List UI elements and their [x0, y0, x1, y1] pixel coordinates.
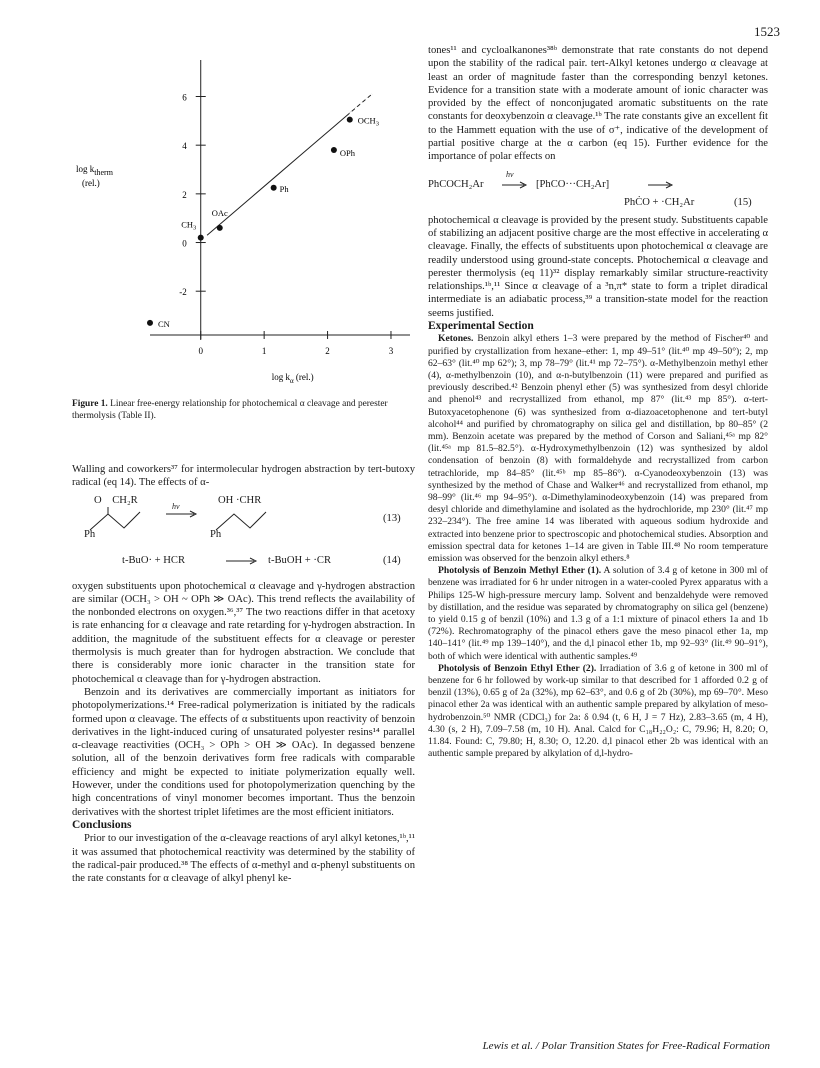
right-column [428, 44, 768, 760]
x-tick-label: 3 [388, 346, 394, 356]
y-tick-label: 4 [182, 141, 187, 152]
data-point-och3 [347, 117, 353, 123]
x-tick-label: 0 [198, 346, 203, 356]
running-footer: Lewis et al. / Polar Transition States for Free-Radical Formation [482, 1040, 770, 1052]
equation-15: PhCOCH₂Ar hν [PhCO···CH₂Ar] PhĊO + ·CH₂Ar (15) [428, 169, 752, 208]
ketones-paragraph [428, 333, 768, 565]
x-tick-label: 2 [325, 346, 330, 356]
data-label-ch3: $CH_3$ [181, 219, 197, 232]
left-para-1: Walling and coworkers³⁷ for intermolecular hydrogen abstraction by tert-butoxy radical (eq 14). The effects of α- [72, 464, 415, 489]
photolysis-2-runin: Photolysis of Benzoin Ethyl Ether (2). [438, 662, 597, 674]
caption-text: Linear free-energy relationship for photochemical α cleavage and perester thermolysis (Table II). [72, 399, 388, 421]
data-point-cn [147, 320, 153, 326]
eq13-reactant-structure [86, 506, 156, 532]
experimental-section [428, 333, 768, 760]
eq15-arrow-2 [646, 181, 676, 189]
chart-axes [76, 60, 410, 385]
eq15-mid: [PhCO···CH₂Ar] [536, 178, 610, 190]
eq13-arrow [164, 510, 200, 518]
data-point-oph [331, 147, 337, 153]
eq14-arrow [224, 557, 260, 565]
figure-caption [72, 399, 415, 423]
photolysis-1-runin: Photolysis of Benzoin Methyl Ether (1). [438, 565, 602, 577]
figure-1-chart [70, 50, 415, 395]
eq15-right: PhĊO + ·CH₂Ar [624, 196, 695, 208]
data-label-och3: $OCH_3$ [357, 115, 379, 128]
eq14-number: (14) [383, 554, 401, 566]
left-column [72, 463, 415, 885]
y-tick-label: 0 [182, 238, 187, 249]
photolysis-1-text: A solution of 3.4 g of ketone in 300 ml of benzene was irradiated for 6 hr under nitrogen in a water-cooled Pyrex apparatus with a Philips 125-W high-pressure mercury lamp. Solvent and benzaldehyde were removed by distillation, and the residue was separated by chromatography on silica gel (benzene) to yield 0.15 g of benzil (10%) and 1.3 g of a 1:1 mixture of pinacol ethers 1a and 1b (72%). Rechromatography of the pinacol ethers gave the meso pinacol ether 1a, mp 140–141° (lit.⁴⁹ mp 139–140°), and the d,l pinacol ether 1b, mp 92–93° (lit.⁴⁹ 90–91°), both of which were identical with authentic samples.⁴⁹ [428, 565, 768, 662]
photolysis-2-text: Irradiation of 3.6 g of ketone in 300 ml of benzene for 6 hr followed by work-up similar to that described for 1 afforded 0.2 g of benzil (13%), 0.65 g of 2a (32%), mp 62–63°, and 0.6 g of 2b (30%), mp 69–70°. Meso pinacol ether 2a was identical with an authentic sample prepared by alkylation of meso-hydrobenzoin.⁵⁰ NMR (CDCl₃) for 2a: δ 0.94 (t, 6 H, J = 7 Hz), 2.83–3.65 (m, 4 H), 4.30 (s, 2 H), 7.09–7.58 (m, 10 H). Anal. Calcd for C₁₈H₂₂O₂: C, 79.96; H, 8.20; O, 11.84. Found: C, 79.80; H, 8.30; O, 12.20. d,l pinacol ether 2b was identical with an authentic sample prepared by alkylation of d,l-hydro- [428, 662, 768, 760]
left-para-3: Benzoin and its derivatives are commercially important as initiators for photopolymerizations.¹⁴ Free-radical polymerization is initiated by the radicals formed upon α cleavage. The effects of α substituents upon reactivity of benzoin derivatives in the light-induced curing of unsaturated polyester resins¹⁴ parallel α-cleavage reactivities (OCH₃ > OPh > OH ≫ OAc). In degassed benzene solution, all of the benzoin derivatives form free radicals with comparable efficiency and might be expected to initiate polymerization equally well. However, under the conditions used for photopolymerization quenching by the high concentrations of vinyl monomer becomes important. Thus the benzoin derivatives with the shortest triplet lifetimes are the most efficient initiators. [72, 686, 415, 818]
x-axis-label: $\log k_\alpha$ (rel.) [271, 372, 314, 385]
right-para-1: tones¹¹ and cycloalkanones³⁸ᵇ demonstrate that rate constants do not depend upon the stability of the radical pair. tert-Alkyl ketones undergo α cleavage at least an order of magnitude faster than the corresponding benzyl ketones. Evidence for a transition state with a moderate amount of ionic character was provided by the effect of nonconjugated aromatic substituents on the rate constants for deoxybenzoin α cleavage.¹ᵇ The rate constants give an excellent fit to the Hammett equation with the use of σ⁺, indicative of the development of partial positive charge at the α carbon (eq 15). Further evidence for the importance of polar effects on [428, 45, 768, 163]
eq14-right: t-BuOH + ·CR [268, 554, 332, 566]
equation-14 [72, 544, 415, 574]
photolysis-2-paragraph [428, 663, 768, 761]
data-label-oph: OPh [339, 148, 356, 159]
left-para-4: Prior to our investigation of the α-cleavage reactions of aryl alkyl ketones,¹ᵇ,¹¹ it was assumed that photochemical reactivity was determined by the stability of the radical-pair produced.³⁸ The effects of α-methyl and α-phenyl substituents on the rate constants for α cleavage of alkyl phenyl ke- [72, 833, 415, 885]
eq15-arrow-1 [500, 181, 530, 189]
eq15-left: PhCOCH₂Ar [428, 178, 484, 190]
eq13-product-structure [212, 506, 282, 532]
eq15-number: (15) [734, 196, 752, 208]
fit-line [207, 94, 372, 235]
photolysis-1-paragraph [428, 565, 768, 663]
ketones-text: Benzoin alkyl ethers 1–3 were prepared by the method of Fischer⁴⁰ and purified by crystallization from hexane–ether: 1, mp 49–51° (lit.⁴⁰ mp 49–50°); 2, mp 62–63° (lit.⁴⁰ mp 62°); 3, mp 78–79° (lit.⁴¹ mp 72–75°). α-Methylbenzoin methyl ether (4), α-methylbenzoin (10), and α-n-butylbenzoin (11) were prepared and purified as previously described.⁴² Benzoin phenyl ether (5) was synthesized from desyl chloride and phenol⁴³ and recrystallized from ethanol, mp 87° (lit.⁴³ mp 85°). α-tert-Butoxyacetophenone (6) was synthesized from α-diazoacetophenone and tert-butyl alcohol⁴⁴ and purified by chromatography on silica gel and distillation, bp 80–85° (2 mm). Benzoin acetate was prepared by the method of Corson and Saliani,⁴⁵ᵃ mp 82° (lit.⁴⁵ᵃ mp 81.5–82.5°). α-Hydroxymethylbenzoin (12) was synthesized by aldol condensation of benzoin (8) with formaldehyde and recrystallized from carbon tetrachloride, mp 84–85° (lit.⁴⁵ᵇ mp 85–86°). α-Cyanodeoxybenzoin (13) was synthesized by the method of Chase and Walker⁴⁶ and recrystallized from ethanol, mp 98–99° (lit.⁴⁶ mp 94–95°). α-Dimethylaminodeoxybenzoin (14) was prepared from desyl chloride and dimethylamine and isolated as the hydrochloride, mp 230° (lit.⁴⁷ mp 232–234°). The free amine 14 was liberated with aqueous sodium hydroxide and extracted into benzene prior to spectroscopic and photochemical studies. Absorption and emission spectral data for ketones 1–14 are given in Table III.⁴⁸ No room temperature emission was observed for the benzoin alkyl ethers.⁸ [428, 333, 768, 564]
data-label-ph: Ph [279, 183, 289, 194]
experimental-heading: Experimental Section [428, 320, 534, 333]
eq14-left: t-BuO· + HCR [122, 554, 186, 566]
eq13-reactant-label: O CH₂R [94, 494, 138, 506]
data-label-cn: CN [158, 318, 170, 329]
caption-label: Figure 1. [72, 399, 108, 409]
y-axis-label: log ktherm [76, 163, 113, 177]
left-para-2: oxygen substituents upon photochemical α cleavage and γ-hydrogen abstraction are similar (OCH₃ > OH ~ OPh ≫ OAc). This trend reflects the availability of the nonbonded electrons on oxygen.³⁶,³⁷ The two reactions differ in that acetoxy is rate enhancing for α cleavage and rate retarding for γ-hydrogen abstraction. In addition, the magnitude of the substituent effects for α cleavage or perester thermolysis is much greater than for hydrogen abstraction. We conclude that there is considerably more ionic character in the transition state for photochemical α cleavage than for γ-hydrogen abstraction. [72, 580, 415, 685]
right-para-2: photochemical α cleavage is provided by the present study. Substituents capable of stabilizing an adjacent positive charge are the most effective in accelerating α cleavage. Finally, the effects of substituents upon photochemical α cleavage are readily understood using ground-state concepts. Photochemical α cleavage and perester thermolysis (eq 11)³² display remarkably similar structure-reactivity relationships.¹ᵇ,¹¹ Since α cleavage of a ³n,π* state to form a triplet diradical intermediate is an adiabatic process,³⁹ a transition-state model for the reaction seems justified. [428, 214, 768, 319]
ketones-runin: Ketones. [438, 333, 474, 345]
x-tick-label: 1 [261, 346, 267, 356]
eq13-number: (13) [383, 512, 401, 524]
y-axis-label-line2: (rel.) [82, 177, 100, 188]
data-label-oac: OAc [211, 207, 228, 218]
data-point-oac [217, 225, 223, 231]
page-number: 1523 [754, 24, 780, 39]
y-tick-label: 2 [182, 189, 187, 200]
data-point-ph [271, 185, 277, 191]
data-point-ch3 [198, 235, 204, 241]
equation-13: O CH₂R Ph hν OH ·CHR Ph (13) [84, 494, 401, 540]
y-tick-label: -2 [179, 287, 187, 298]
conclusions-heading: Conclusions [72, 818, 132, 831]
y-tick-label: 6 [182, 92, 187, 103]
